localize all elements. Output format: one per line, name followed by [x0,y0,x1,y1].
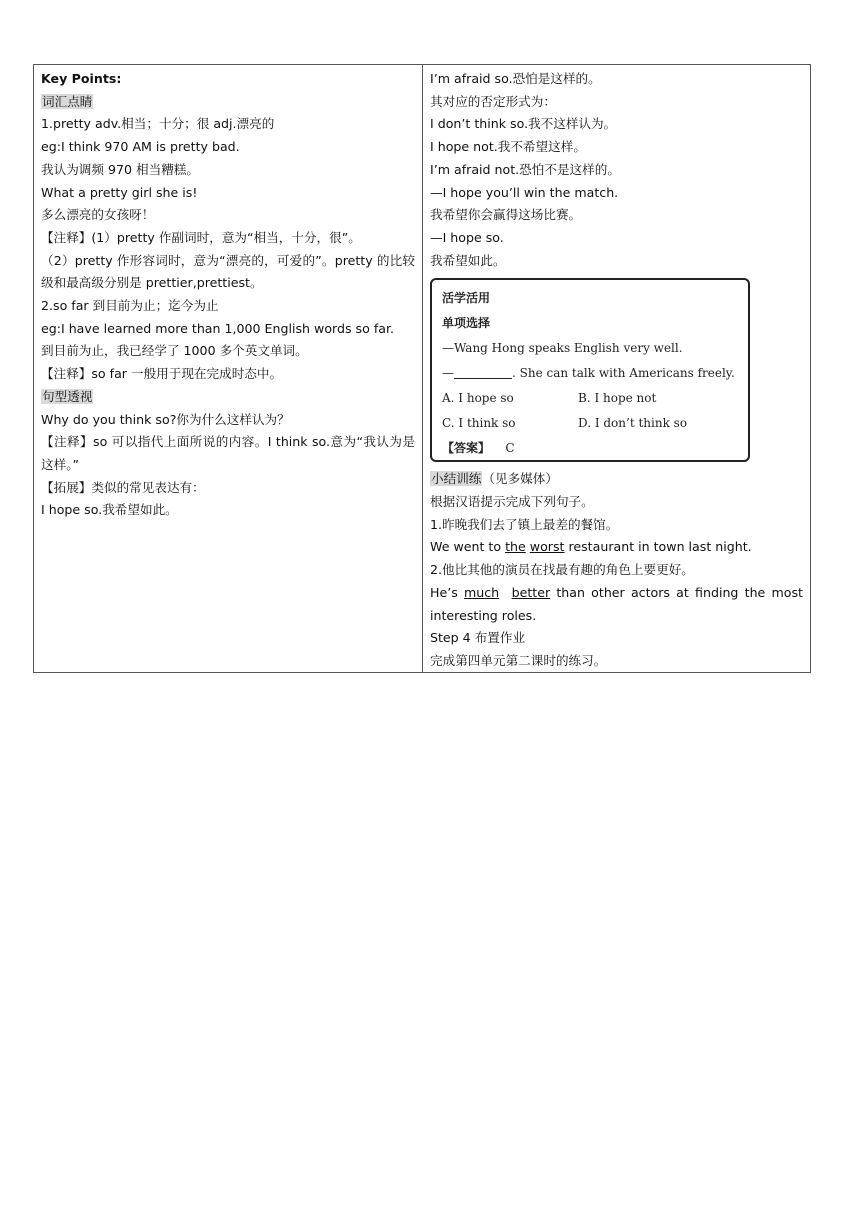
quiz-answer-label: 【答案】 [442,441,491,456]
lesson-table [33,64,811,673]
negative-forms-intro: 其对应的否定形式为： [430,93,556,109]
quiz-options-row-2 [442,411,738,436]
vocab-1-example-2-translation: 多么漂亮的女孩呀！ [41,207,155,223]
sentence-note: 【注释】so 可以指代上面所说的内容。I think so.意为“我认为是这样。” [41,434,415,472]
step-4-title: Step 4 布置作业 [430,630,526,646]
quiz-question-suffix: . She can talk with Americans freely. [512,366,735,381]
dialogue-line-2-translation: 我希望如此。 [430,252,506,268]
vocab-2-definition: 2.so far 到目前为止；迄今为止 [41,298,219,314]
quiz-answer: C [490,436,530,462]
exercise-1-answer-1: the [505,539,526,555]
left-column [34,65,423,672]
exercise-2-text-a: He’s [430,584,464,600]
vocab-2-note: 【注释】so far 一般用于现在完成时态中。 [41,366,283,382]
exercise-1-answer-2: worst [529,539,565,555]
quiz-options-row-1 [442,386,738,411]
homework-instruction: 完成第四单元第二课时的练习。 [430,652,607,668]
expression-afraid-so: I’m afraid so.恐怕是这样的。 [430,71,601,86]
dialogue-line-1-translation: 我希望你会赢得这场比赛。 [430,207,582,223]
sentence-extension: 【拓展】类似的常见表达有： [41,479,205,495]
practice-quiz-box [430,278,750,462]
summary-section-title: 小结训练 [431,471,482,487]
vocab-1-definition: 1.pretty adv.相当；十分；很 adj.漂亮的 [41,116,275,132]
quiz-title: 活学活用 [442,291,491,306]
vocab-2-example-translation: 到目前为止，我已经学了 1000 多个英文单词。 [41,343,308,359]
quiz-option-d: D. I don’t think so [578,416,688,431]
key-points-heading: Key Points: [41,71,122,86]
exercise-2-text-c: than other actors at finding the most interesting roles. [430,584,803,623]
expression-afraid-not: I’m afraid not.恐怕不是这样的。 [430,161,620,177]
exercise-2-answer-1: much [464,584,500,600]
quiz-option-a: A. I hope so [442,391,514,406]
exercise-1-text-c: restaurant in town last night. [564,539,752,555]
expression-hope-not: I hope not.我不希望这样。 [430,139,586,155]
quiz-option-c: C. I think so [442,416,516,431]
quiz-dash: — [442,366,454,381]
vocab-1-example: eg:I think 970 AM is pretty bad. [41,139,240,155]
vocab-2-example: eg:I have learned more than 1,000 English words so far. [41,320,394,336]
dialogue-line-1: —I hope you’ll win the match. [430,184,619,200]
summary-instruction: 根据汉语提示完成下列句子。 [430,494,594,510]
quiz-blank [454,364,512,379]
sentence-section-title: 句型透视 [42,388,93,404]
quiz-question-line-2 [442,361,738,386]
exercise-1-chinese: 1.昨晚我们去了镇上最差的餐馆。 [430,516,619,532]
sentence-question: Why do you think so?你为什么这样认为？ [41,411,290,427]
dialogue-line-2: —I hope so. [430,229,504,245]
exercise-1-english [430,536,803,559]
quiz-answer-line [442,436,738,462]
exercise-2-chinese: 2.他比其他的演员在找最有趣的角色上要更好。 [430,562,694,578]
sentence-extension-example: I hope so.我希望如此。 [41,502,178,518]
vocab-section-title: 词汇点睛 [42,93,93,109]
exercise-2-english [430,582,803,627]
exercise-2-answer-2: better [511,584,551,600]
vocab-1-note-b: （2）pretty 作形容词时，意为“漂亮的，可爱的”。pretty 的比较级和最高级分别是 prettier,prettiest。 [41,252,415,291]
vocab-1-example-2: What a pretty girl she is! [41,184,198,200]
summary-section-title-suffix: （见多媒体） [482,471,558,487]
quiz-option-b: B. I hope not [578,391,657,406]
exercise-1-text-a: We went to [430,539,506,555]
vocab-1-example-translation: 我认为调频 970 相当糟糕。 [41,161,199,177]
quiz-question-line-1: —Wang Hong speaks English very well. [442,341,683,356]
expression-dont-think-so: I don’t think so.我不这样认为。 [430,116,617,132]
vocab-1-note-a: 【注释】(1）pretty 作副词时，意为“相当，十分，很”。 [41,229,361,245]
quiz-subtitle: 单项选择 [442,316,491,331]
right-column [423,65,810,672]
